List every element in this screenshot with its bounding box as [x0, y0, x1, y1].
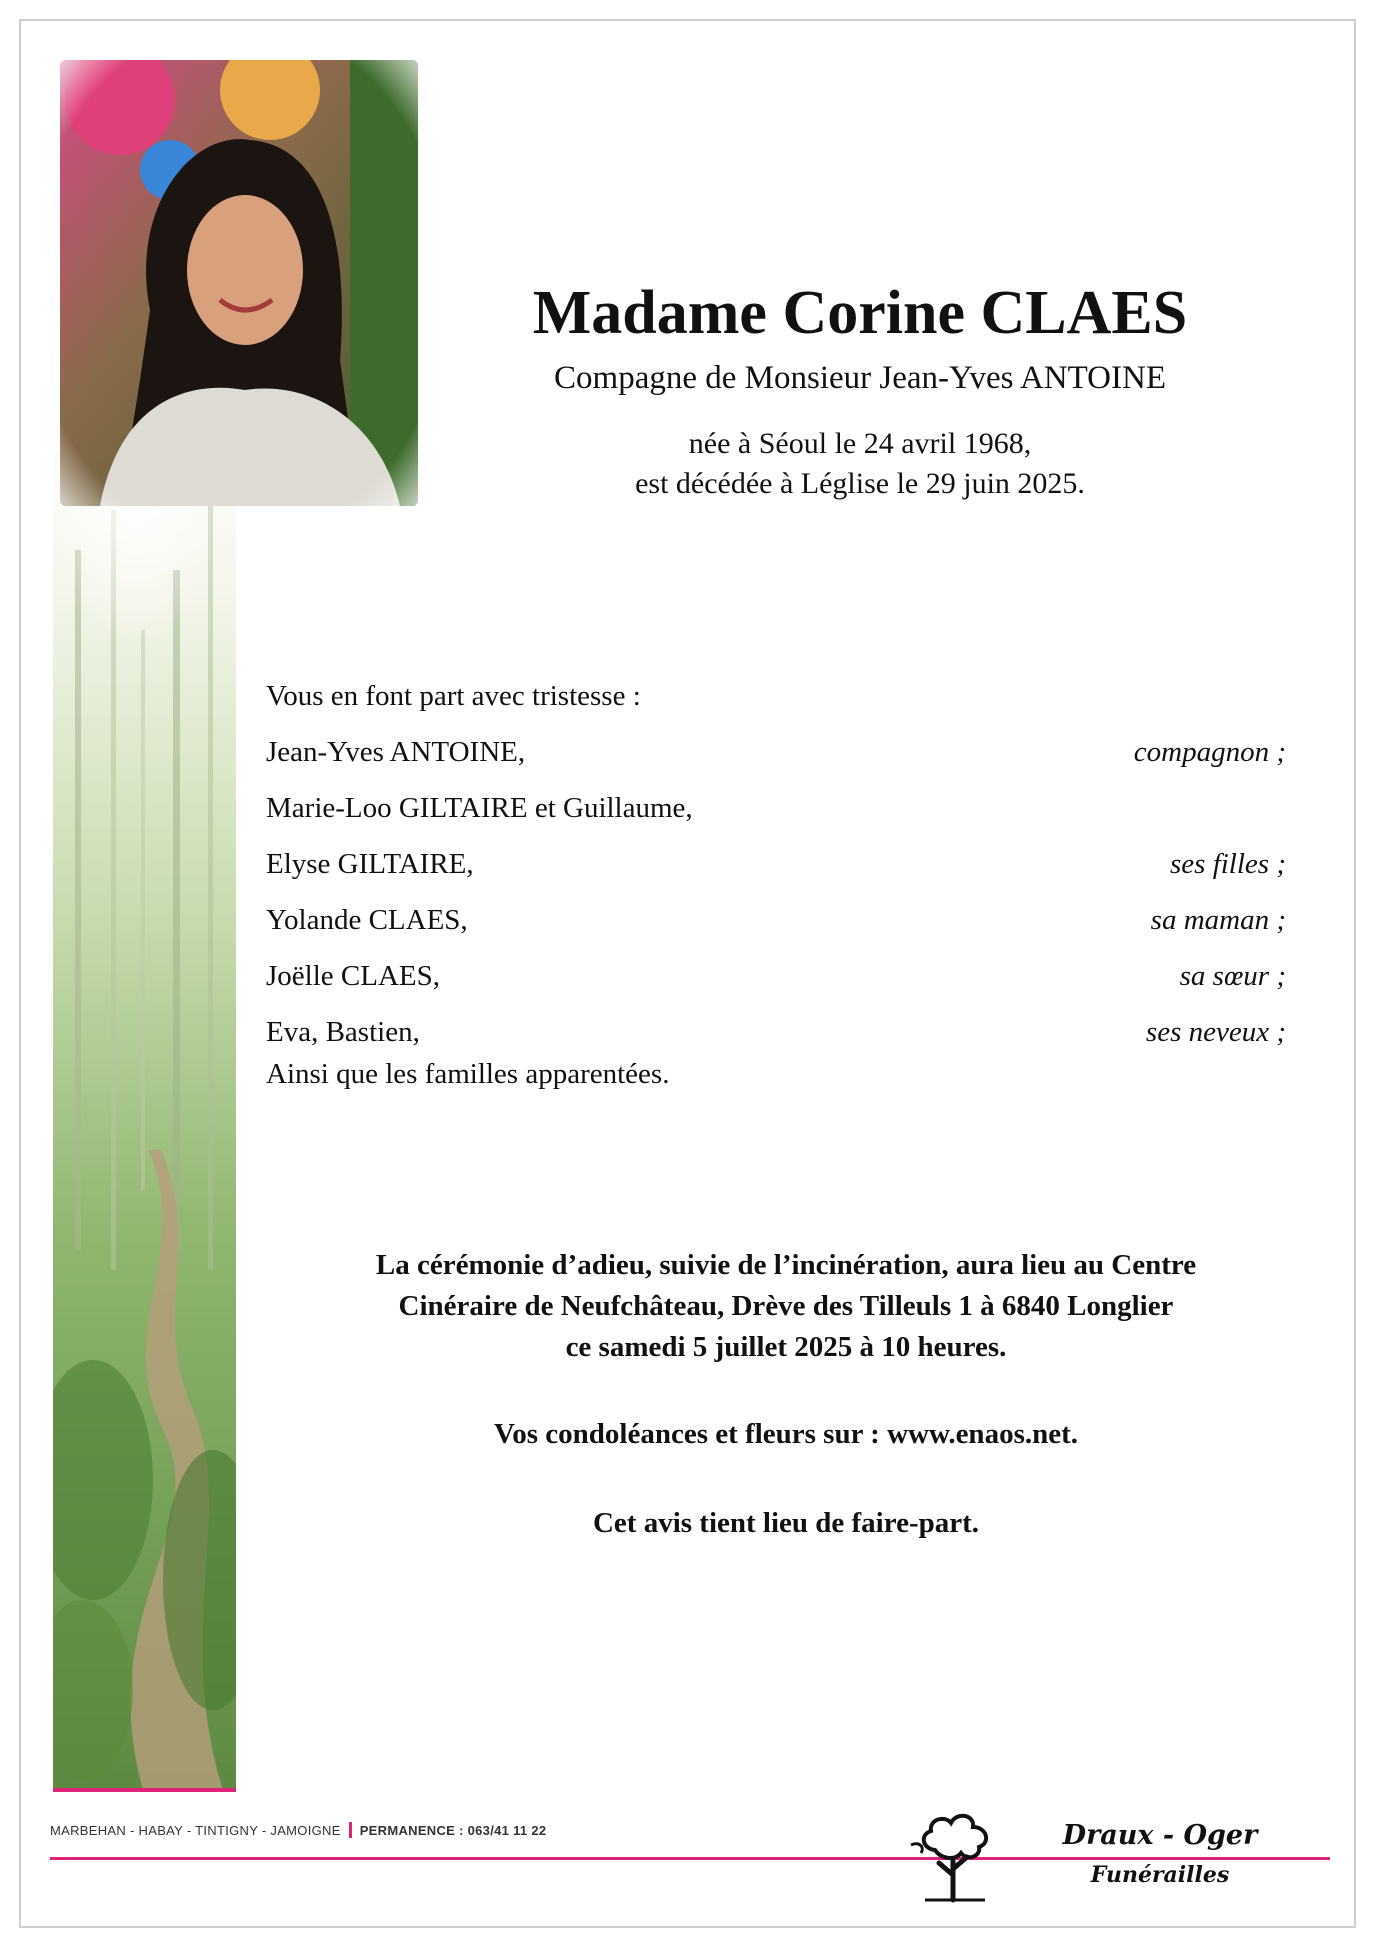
family-relation: ses filles ; — [1170, 848, 1286, 880]
family-member: Eva, Bastien, — [266, 1016, 420, 1048]
deceased-subtitle: Compagne de Monsieur Jean-Yves ANTOINE — [554, 360, 1166, 396]
family-intro: Vous en font part avec tristesse : — [266, 680, 641, 712]
family-row — [266, 904, 1286, 960]
footer-locations: MARBEHAN - HABAY - TINTIGNY - JAMOIGNE — [50, 1823, 341, 1838]
family-member: Elyse GILTAIRE, — [266, 848, 474, 880]
family-member: Yolande CLAES, — [266, 904, 468, 936]
family-row — [266, 736, 1286, 792]
death-line: est décédée à Léglise le 29 juin 2025. — [635, 467, 1085, 500]
footer-permanence: PERMANENCE : 063/41 11 22 — [359, 1823, 547, 1838]
deceased-name: Madame Corine CLAES — [532, 279, 1188, 347]
ceremony-line: Cinéraire de Neufchâteau, Drève des Tilleuls 1 à 6840 Longlier — [398, 1290, 1174, 1322]
footer-separator — [349, 1822, 352, 1838]
ceremony-details — [286, 1245, 1286, 1368]
family-row — [266, 848, 1286, 904]
portrait-photo — [60, 60, 418, 506]
family-relation: compagnon ; — [1133, 736, 1286, 768]
footer-rule — [50, 1857, 1330, 1860]
family-member: Jean-Yves ANTOINE, — [266, 736, 526, 768]
footer-info — [50, 1822, 546, 1838]
brand-subtitle: Funérailles — [1050, 1862, 1270, 1888]
family-relation: ses neveux ; — [1145, 1016, 1286, 1048]
notice-line: Cet avis tient lieu de faire-part. — [592, 1507, 980, 1539]
forest-path-image — [53, 430, 236, 1790]
birth-line: née à Séoul le 24 avril 1968, — [688, 427, 1032, 460]
family-row — [266, 960, 1286, 1016]
family-closing: Ainsi que les familles apparentées. — [266, 1058, 670, 1090]
family-relation: sa maman ; — [1150, 904, 1286, 936]
family-row — [266, 792, 1286, 848]
ceremony-line: ce samedi 5 juillet 2025 à 10 heures. — [565, 1331, 1007, 1363]
family-relation: sa sœur ; — [1179, 960, 1286, 992]
condolences-line: Vos condoléances et fleurs sur : www.enaos.net. — [493, 1418, 1079, 1450]
ceremony-line: La cérémonie d’adieu, suivie de l’incinération, aura lieu au Centre — [375, 1249, 1197, 1281]
tree-logo-icon — [905, 1805, 1005, 1905]
family-list — [266, 736, 1286, 1072]
family-member: Joëlle CLAES, — [266, 960, 440, 992]
family-member: Marie-Loo GILTAIRE et Guillaume, — [266, 792, 693, 824]
brand-name: Draux - Oger — [1062, 1820, 1258, 1851]
forest-underline — [53, 1788, 236, 1792]
